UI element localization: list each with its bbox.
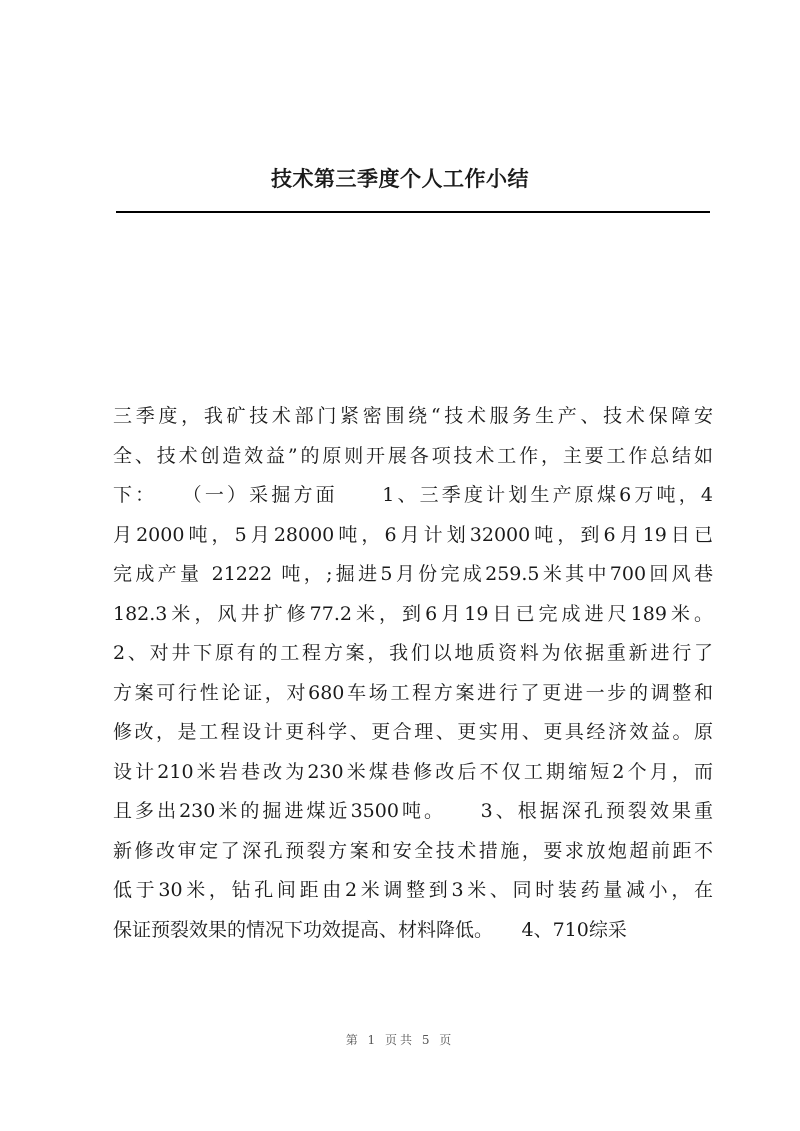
body-paragraph <box>113 397 713 950</box>
body-line: 方案可行性论证，对680车场工程方案进行了更进一步的调整和 <box>113 681 713 704</box>
body-line: 设计210米岩巷改为230米煤巷修改后不仅工期缩短2个月，而 <box>113 760 713 783</box>
body-line: 修改，是工程设计更科学、更合理、更实用、更具经济效益。原 <box>113 721 713 743</box>
body-line: 下： （一）采掘方面 1、三季度计划生产原煤6万吨，4 <box>113 484 713 506</box>
body-line: 月2000吨，5月28000吨，6月计划32000吨，到6月19日已 <box>113 523 713 546</box>
body-line: 完成产量 21222 吨，;掘进5月份完成259.5米其中700回风巷 <box>113 563 713 585</box>
title-underline <box>116 211 710 213</box>
body-line: 全、技术创造效益”的原则开展各项技术工作，主要工作总结如 <box>113 444 713 467</box>
body-line: 2、对井下原有的工程方案，我们以地质资料为依据重新进行了 <box>113 642 713 664</box>
body-line: 且多出230米的掘进煤近3500吨。 3、根据深孔预裂效果重 <box>113 800 713 822</box>
body-line: 新修改审定了深孔预裂方案和安全技术措施，要求放炮超前距不 <box>113 839 713 862</box>
page-footer: 第 1 页共 5 页 <box>345 1033 455 1047</box>
body-line: 低于30米，钻孔间距由2米调整到3米、同时装药量减小，在 <box>113 879 713 901</box>
document-title: 技术第三季度个人工作小结 <box>271 166 529 191</box>
body-line: 182.3米，风井扩修77.2米，到6月19日已完成进尺189米。 <box>113 602 713 625</box>
body-line: 三季度，我矿技术部门紧密围绕“技术服务生产、技术保障安 <box>113 405 713 427</box>
body-line: 保证预裂效果的情况下功效提高、材料降低。 4、710综采 <box>113 918 627 941</box>
